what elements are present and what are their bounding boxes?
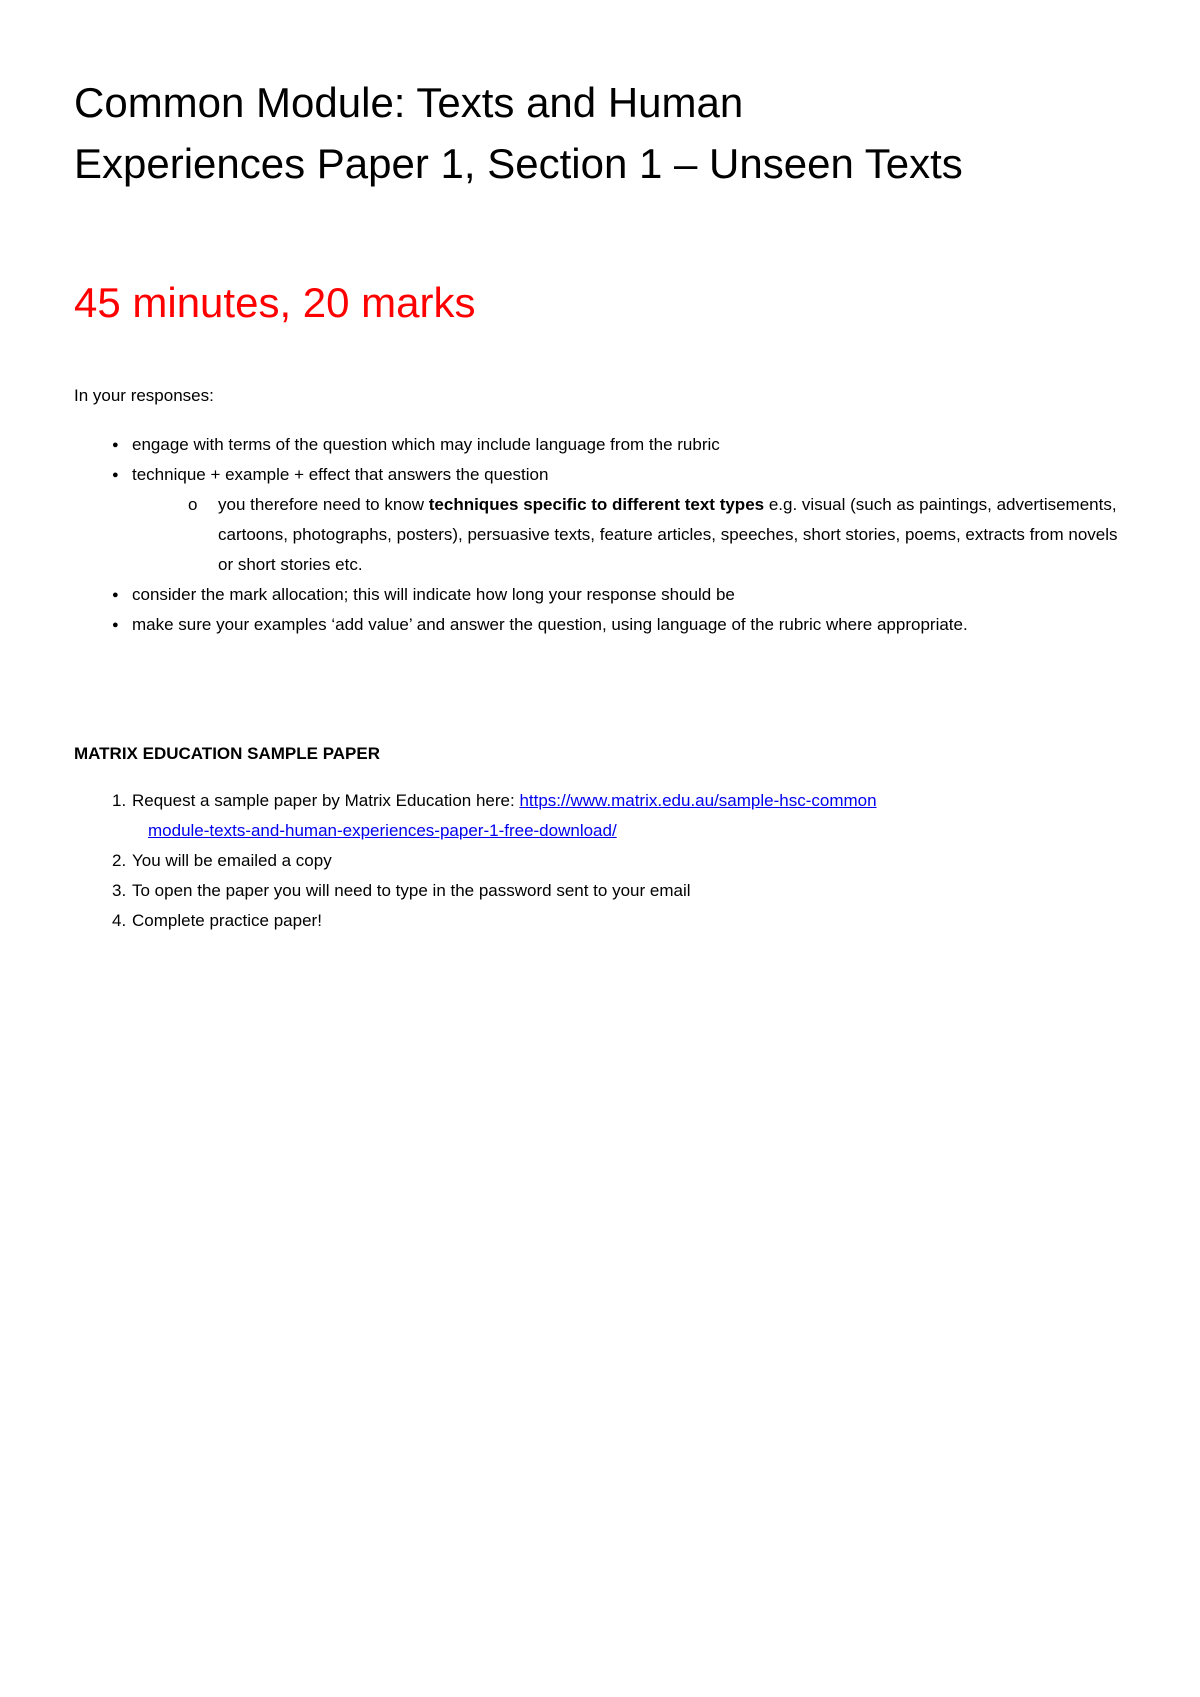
sub-list-item <box>188 490 1118 580</box>
step-number: 1. <box>112 791 127 810</box>
step-item <box>112 876 1112 906</box>
step-item <box>112 846 1112 876</box>
bullet-icon: ● <box>112 439 119 451</box>
link-text-line1: https://www.matrix.edu.au/sample-hsc-common <box>519 791 877 810</box>
sample-paper-heading: MATRIX EDUCATION SAMPLE PAPER <box>74 744 381 763</box>
sub-list-container <box>110 490 1140 580</box>
bullet-text: consider the mark allocation; this will indicate how long your response should be <box>132 585 735 604</box>
step-text: Request a sample paper by Matrix Education here: <box>132 791 520 810</box>
steps-list <box>112 786 1112 936</box>
step-number: 4. <box>112 911 127 930</box>
step-text: To open the paper you will need to type in the password sent to your email <box>132 881 691 900</box>
bullet-text: technique + example + effect that answers the question <box>132 465 549 484</box>
responses-intro: In your responses: <box>74 386 214 405</box>
bullet-icon: ● <box>112 619 119 631</box>
sub-bullet-bold: techniques specific to different text types <box>428 495 765 514</box>
link-text-line2: module-texts-and-human-experiences-paper-1-free-download/ <box>148 821 617 840</box>
step-text: Complete practice paper! <box>132 911 322 930</box>
bullet-text: engage with terms of the question which may include language from the rubric <box>132 435 720 454</box>
sub-bullet-text-before: you therefore need to know <box>218 495 429 514</box>
list-item <box>110 610 1140 640</box>
bullet-icon: ● <box>112 469 119 481</box>
list-item <box>110 460 1140 490</box>
step-item <box>112 786 1112 846</box>
step-number: 2. <box>112 851 127 870</box>
bullet-icon: ● <box>112 589 119 601</box>
time-and-marks: 45 minutes, 20 marks <box>74 279 476 326</box>
step-item <box>112 906 1112 936</box>
sub-list <box>110 490 1140 580</box>
sub-bullet-text-after: e.g. visual (such as paintings, advertisements, cartoons, photographs, posters), persuasive texts, feature articles, speeches, short stories, poems, extracts from novels or short stories etc. <box>218 495 1118 574</box>
list-item <box>110 430 1140 460</box>
responses-list <box>110 430 1140 640</box>
bullet-text: make sure your examples ‘add value’ and answer the question, using language of the rubric where appropriate. <box>132 615 968 634</box>
list-item <box>110 580 1140 610</box>
step-number: 3. <box>112 881 127 900</box>
step-text: You will be emailed a copy <box>132 851 332 870</box>
page-title: Common Module: Texts and Human Experiences Paper 1, Section 1 – Unseen Texts <box>74 79 963 187</box>
circle-bullet-icon: o <box>188 495 198 514</box>
